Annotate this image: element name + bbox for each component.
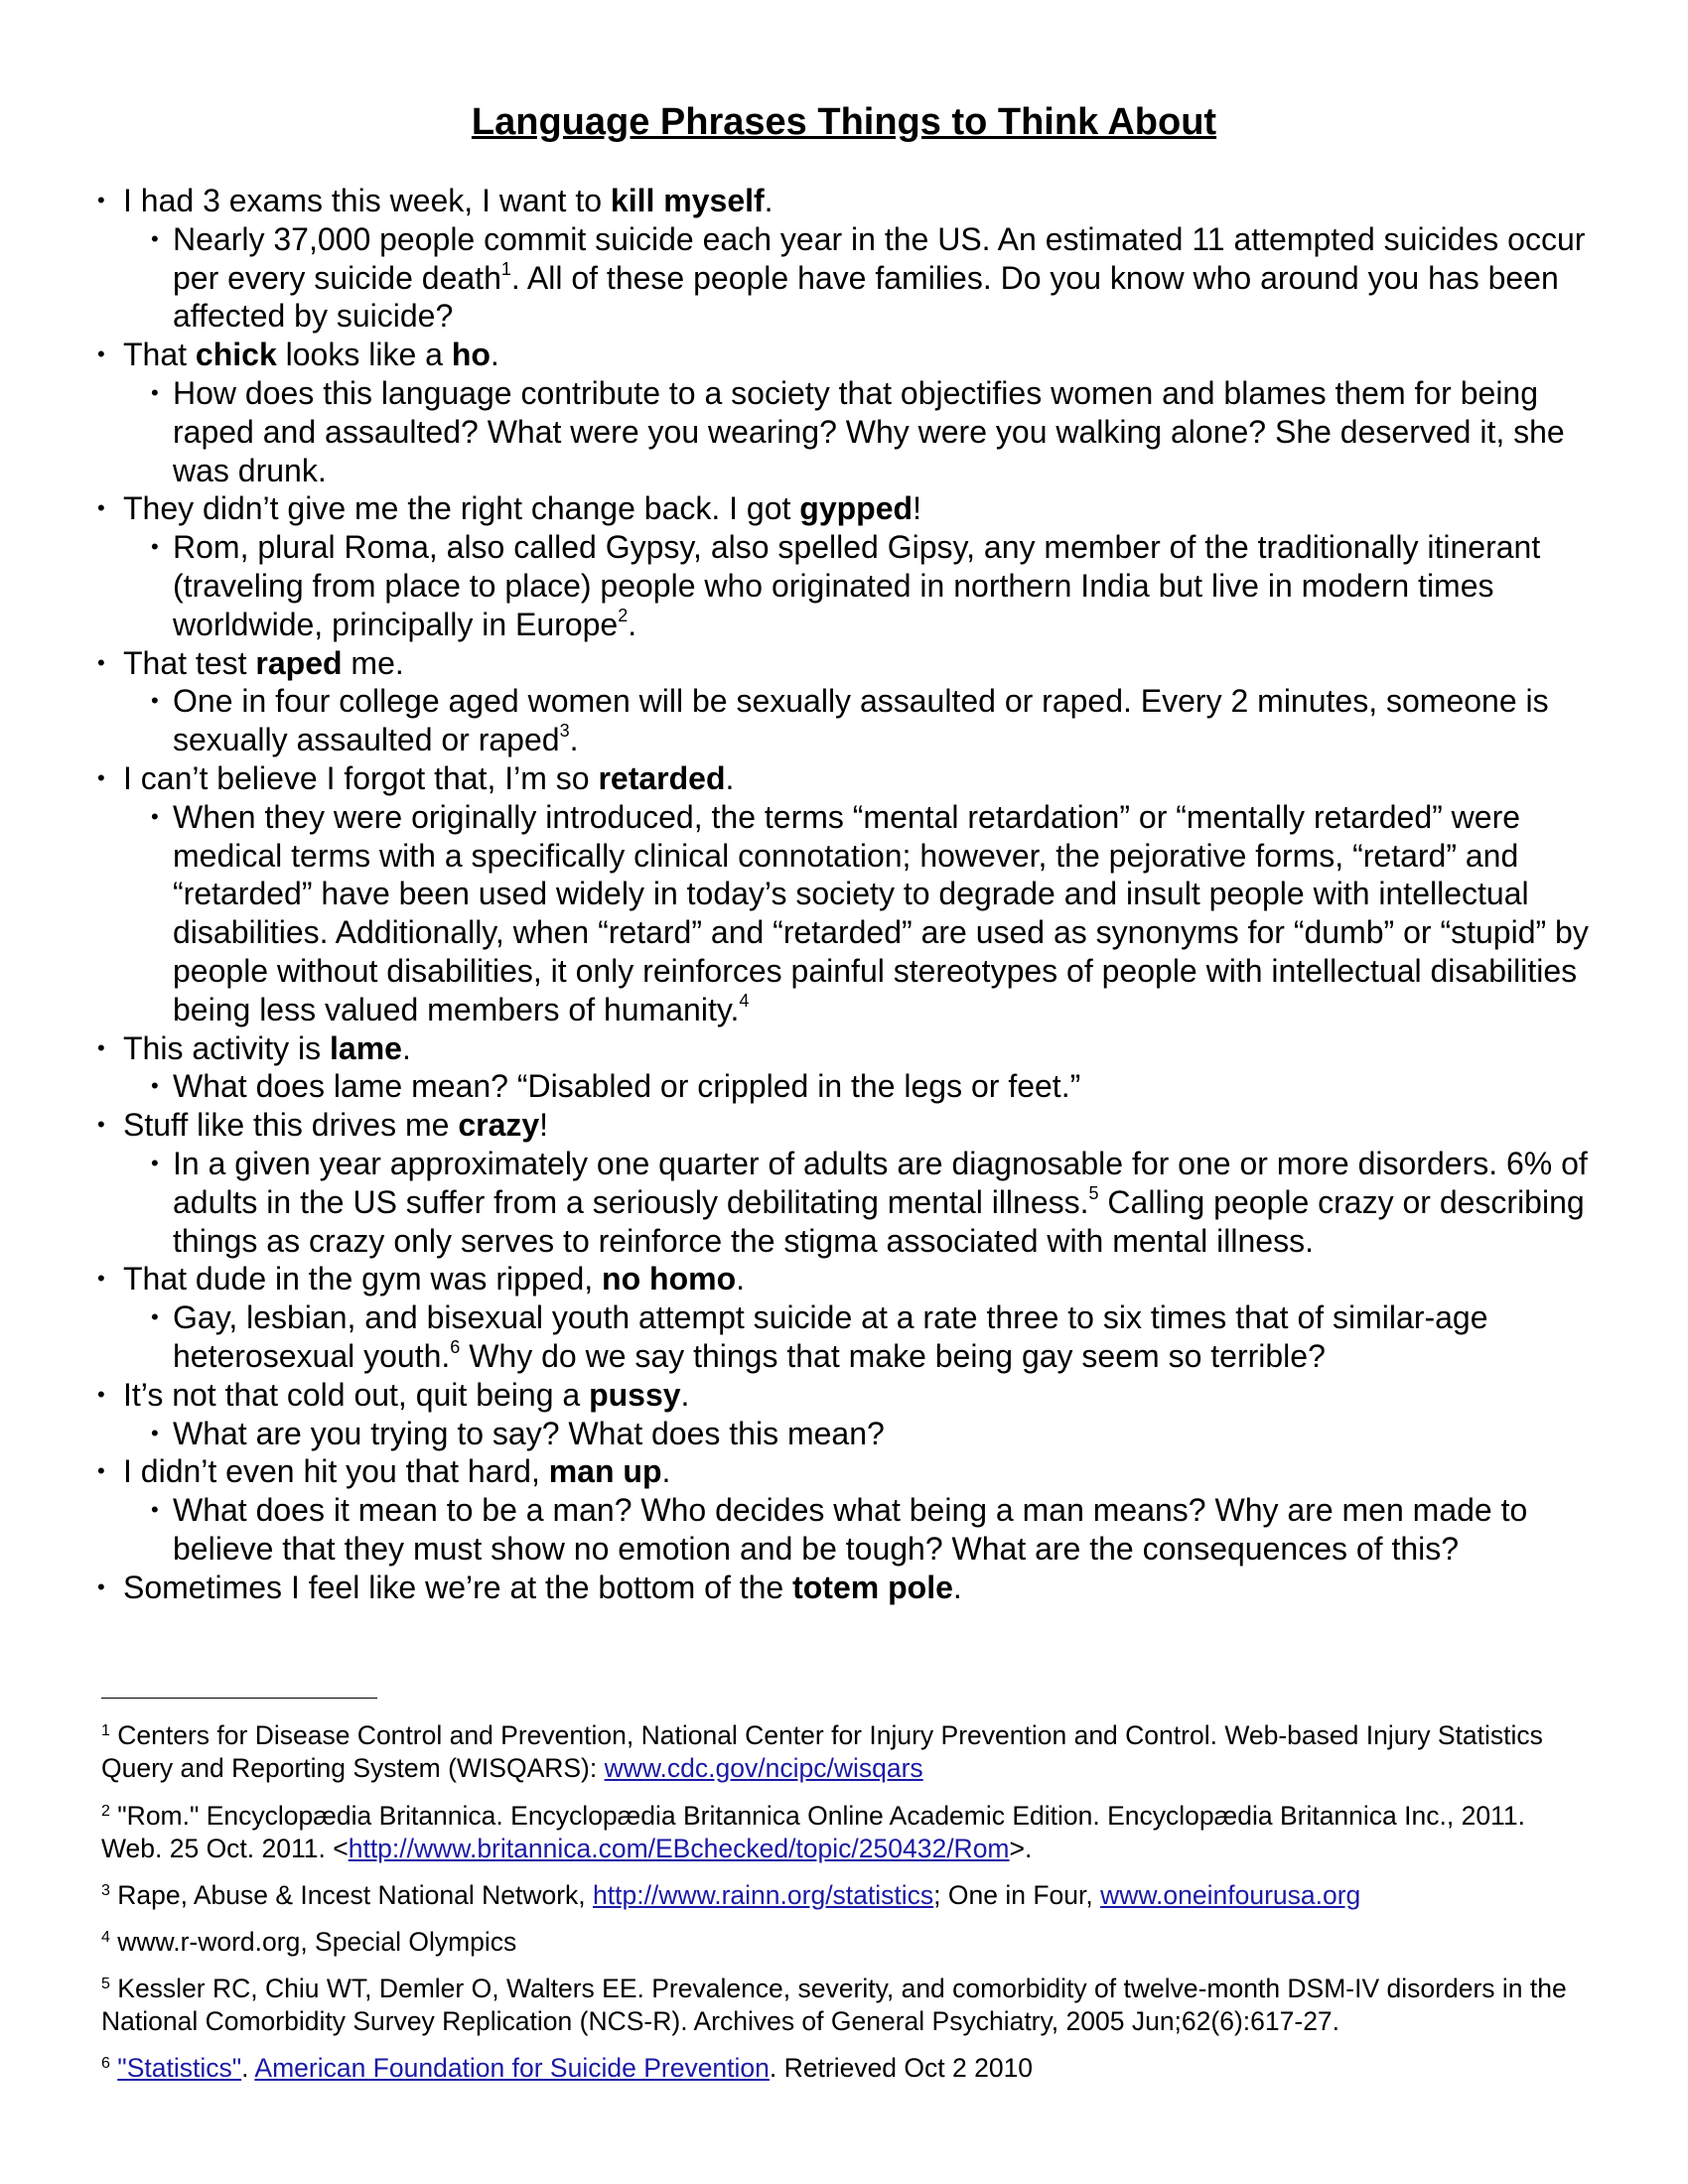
phrase-text: They didn’t give me the right change back. I got bbox=[123, 490, 800, 527]
phrase-item bbox=[101, 336, 1591, 489]
note-text: Why do we say things that make being gay seem so terrible? bbox=[460, 1337, 1326, 1374]
phrase-highlight: raped bbox=[255, 644, 343, 681]
phrase-text: . bbox=[490, 337, 499, 373]
phrase-highlight: lame bbox=[330, 1029, 402, 1066]
phrase-text: It’s not that cold out, quit being a bbox=[123, 1376, 590, 1413]
footnote-ref: 5 bbox=[1088, 1182, 1099, 1203]
note-text: One in four college aged women will be sexually assaulted or raped. Every 2 minutes, someone is sexually assaulted or raped bbox=[173, 683, 1549, 758]
phrase-highlight: gypped bbox=[799, 490, 914, 527]
footnote-link[interactable]: American Foundation for Suicide Prevention bbox=[254, 2053, 770, 2083]
phrase-item bbox=[101, 1106, 1591, 1260]
footnote-link[interactable]: http://www.rainn.org/statistics bbox=[593, 1880, 934, 1910]
footnote-text: Kessler RC, Chiu WT, Demler O, Walters EE. Prevalence, severity, and comorbidity of twelve-month DSM-IV disorders in the National Comorbidity Survey Replication (NCS-R). Archives of General Psychiatry, 2005 Jun;62(6):617-27. bbox=[101, 1974, 1567, 2036]
footnote-link[interactable]: "Statistics" bbox=[117, 2053, 242, 2083]
footnote-ref: 4 bbox=[739, 990, 750, 1011]
phrase-item bbox=[101, 1452, 1591, 1568]
footnote-ref: 2 bbox=[618, 605, 629, 625]
phrase-note bbox=[173, 1491, 1603, 1569]
page-title: Language Phrases Things to Think About bbox=[471, 101, 1217, 143]
footnote-link[interactable]: www.cdc.gov/ncipc/wisqars bbox=[604, 1753, 923, 1783]
phrase-text: . bbox=[764, 183, 774, 218]
phrase-highlight: pussy bbox=[589, 1376, 681, 1413]
note-text: Nearly 37,000 people commit suicide each year in the US. An estimated 11 attempted suicides occur per every suicide death bbox=[173, 220, 1586, 296]
note-text: What does it mean to be a man? Who decides what being a man means? Why are men made to believe that they must show no emotion and be tough? What are the consequences of this? bbox=[173, 1492, 1528, 1567]
note-text: In a given year approximately one quarter of adults are diagnosable for one or more disorders. 6% of adults in the US suffer from a seriously debilitating mental illness. bbox=[173, 1145, 1588, 1220]
footnote-2 bbox=[101, 1800, 1591, 1865]
phrase-text: I had 3 exams this week, I want to bbox=[123, 183, 611, 218]
phrase-item bbox=[101, 644, 1591, 759]
phrase-text: ! bbox=[539, 1107, 549, 1144]
note-text: How does this language contribute to a society that objectifies women and blames them for being raped and assaulted? What were you wearing? Why were you walking alone? She deserved it, she was drunk. bbox=[173, 374, 1565, 488]
phrase-list bbox=[101, 182, 1591, 1606]
note-text: When they were originally introduced, the terms “mental retardation” or “mentally retarded” were medical terms with a specifically clinical connotation; however, the pejorative forms, “retard” and “retarded” have been used widely in today’s society to degrade and insult people with intellectual disabilities. Additionally, when “retard” and “retarded” are used as synonyms for “dumb” or “stupid” by people without disabilities, it only reinforces painful stereotypes of people with intellectual disabilities being less valued members of humanity. bbox=[173, 798, 1589, 1027]
phrase-text: I can’t believe I forgot that, I’m so bbox=[123, 759, 599, 796]
phrase-highlight: no homo bbox=[602, 1261, 737, 1297]
phrase-text: . bbox=[952, 1569, 962, 1605]
phrase-item bbox=[101, 1260, 1591, 1375]
phrase-item bbox=[101, 759, 1591, 1029]
footnote-text: Rape, Abuse & Incest National Network, bbox=[109, 1880, 593, 1910]
note-text: . bbox=[569, 722, 579, 758]
phrase-text: Stuff like this drives me bbox=[123, 1107, 459, 1144]
phrase-note bbox=[173, 1298, 1603, 1376]
footnote-text: >. bbox=[1009, 1834, 1033, 1863]
footnote-link[interactable]: http://www.britannica.com/EBchecked/topic/250432/Rom bbox=[348, 1834, 1010, 1863]
note-text: . bbox=[628, 606, 637, 642]
footnote-ref: 3 bbox=[559, 721, 570, 742]
footnote-text: . bbox=[241, 2053, 255, 2083]
footnote-text: ; One in Four, bbox=[933, 1880, 1101, 1910]
phrase-item bbox=[101, 489, 1591, 643]
footnote-number: 3 bbox=[101, 1882, 110, 1899]
footnote-number: 4 bbox=[101, 1929, 110, 1946]
phrase-highlight: kill myself bbox=[610, 183, 765, 218]
phrase-item bbox=[101, 1029, 1591, 1107]
phrase-note bbox=[173, 220, 1603, 336]
footnote-text: "Rom." Encyclopædia Britannica. Encyclopædia Britannica Online Academic Edition. Encyclopædia Britannica Inc., 2011. Web. 25 Oct. 2011. < bbox=[101, 1801, 1525, 1863]
footnote-number: 6 bbox=[101, 2055, 110, 2072]
footnote-number: 2 bbox=[101, 1803, 110, 1820]
phrase-item bbox=[101, 1569, 1591, 1607]
phrase-item bbox=[101, 182, 1591, 336]
phrase-note bbox=[173, 528, 1603, 643]
phrase-highlight: man up bbox=[548, 1453, 662, 1490]
footnote-5 bbox=[101, 1973, 1591, 2038]
phrase-text: That test bbox=[123, 644, 256, 681]
phrase-highlight: chick bbox=[195, 337, 277, 373]
phrase-text: That bbox=[123, 337, 196, 373]
phrase-note bbox=[173, 682, 1603, 759]
phrase-text: . bbox=[401, 1029, 411, 1066]
footnote-text: . Retrieved Oct 2 2010 bbox=[769, 2053, 1034, 2083]
phrase-text: looks like a bbox=[276, 337, 452, 373]
footnote-link[interactable]: www.oneinfourusa.org bbox=[1100, 1880, 1361, 1910]
footnote-6 bbox=[101, 2052, 1591, 2085]
phrase-text: . bbox=[725, 759, 735, 796]
phrase-text: I didn’t even hit you that hard, bbox=[123, 1453, 549, 1490]
phrase-note bbox=[173, 798, 1603, 1029]
phrase-text: Sometimes I feel like we’re at the bottom of the bbox=[123, 1569, 793, 1605]
note-text: Rom, plural Roma, also called Gypsy, also spelled Gipsy, any member of the traditionally itinerant (traveling from place to place) people who originated in northern India but live in modern times worldwide, principally in Europe bbox=[173, 529, 1541, 642]
note-text: What does lame mean? “Disabled or crippled in the legs or feet.” bbox=[173, 1068, 1081, 1105]
phrase-text: me. bbox=[342, 644, 404, 681]
phrase-highlight: retarded bbox=[598, 759, 726, 796]
phrase-text: This activity is bbox=[123, 1029, 331, 1066]
footnote-number: 1 bbox=[101, 1722, 110, 1739]
phrase-item bbox=[101, 1376, 1591, 1453]
note-text: What are you trying to say? What does this mean? bbox=[173, 1415, 885, 1451]
phrase-highlight: ho bbox=[451, 337, 491, 373]
footnote-4 bbox=[101, 1926, 1591, 1959]
footnote-1 bbox=[101, 1719, 1591, 1785]
footnote-number: 5 bbox=[101, 1976, 110, 1992]
phrase-text: ! bbox=[913, 490, 921, 527]
note-text: . All of these people have families. Do you know who around you has been affected by suicide? bbox=[173, 259, 1559, 335]
phrase-highlight: crazy bbox=[458, 1107, 540, 1144]
phrase-note bbox=[173, 1145, 1603, 1260]
note-text: Calling people crazy or describing things as crazy only serves to reinforce the stigma associated with mental illness. bbox=[173, 1183, 1585, 1259]
footnote-3 bbox=[101, 1879, 1591, 1912]
phrase-note bbox=[173, 1415, 1603, 1453]
phrase-note bbox=[173, 1067, 1603, 1106]
footnote-ref: 1 bbox=[500, 258, 511, 279]
footnote-text: www.r-word.org, Special Olympics bbox=[109, 1927, 517, 1957]
phrase-text: . bbox=[736, 1261, 746, 1297]
phrase-highlight: totem pole bbox=[792, 1569, 953, 1605]
phrase-text: . bbox=[661, 1453, 671, 1490]
phrase-note bbox=[173, 374, 1603, 489]
phrase-text: That dude in the gym was ripped, bbox=[123, 1261, 603, 1297]
footnote-divider bbox=[101, 1698, 377, 1699]
note-text: Gay, lesbian, and bisexual youth attempt suicide at a rate three to six times that of similar-age heterosexual youth. bbox=[173, 1299, 1488, 1374]
footnote-ref: 6 bbox=[450, 1336, 461, 1357]
footnote-text: Centers for Disease Control and Prevention, National Center for Injury Prevention and Control. Web-based Injury Statistics Query and Reporting System (WISQARS): bbox=[101, 1720, 1543, 1783]
phrase-text: . bbox=[680, 1376, 690, 1413]
